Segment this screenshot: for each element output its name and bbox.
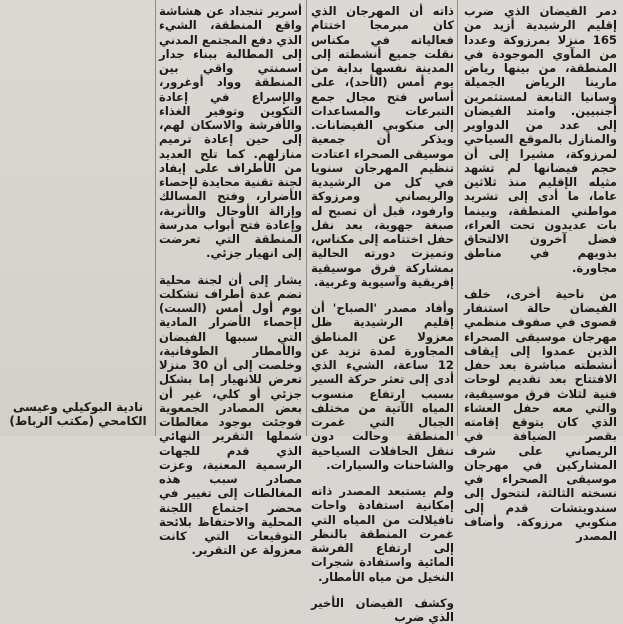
byline-authors: نادية البوكيلي وعيسى: [12, 400, 144, 414]
paragraph: من ناحية أخرى، خلف الفيضان حالة استنفار قصوى في صفوف منظمي مهرجان موسيقى الصحراء الذين عمدوا إلى إيقاف أنشطته مباشرة بعد حفل الافتتاح بعد تقديم لوحات فنية لثلاث فرق موسيقية، والتي معه حفل العشاء الذي كان يتوقع إقامته بقصر الضيافة في الريصاني على شرف المشاركين في مهرجان موسيقى الصحراء في نسخته الثالثة، لتتحول إلى سندويتشات قدم إلى منكوبي مرزوكة. وأضاف المصدر: [464, 286, 617, 543]
paragraph: ولم يستبعد المصدر ذاته إمكانية استفادة واحات تافيلالت من المياه التي غمرت المنطقة بالنظر إلى ارتفاع الفرشة المائية واستفادة شجرات النخيل من مياه الأمطار.: [311, 484, 454, 584]
article-column-2: [311, 4, 454, 624]
article-column-1: [464, 4, 617, 543]
column-divider: [155, 0, 156, 436]
byline: [6, 400, 150, 428]
article-column-3: [159, 4, 303, 558]
column-divider: [457, 0, 458, 436]
paragraph: دمر الفيضان الذي ضرب إقليم الرشيدية أزيد من 165 منزلا بمرزوكة وعددا من المآوي الموجودة في المنطقة، من بينها رياض مارينا الرياض الجميلة وسانيا التابعة لمستثمرين أجنبيين. وامتد الفيضان إلى عدد من الدواوير والمنازل بالموقع السياحي لمرزوكة، مشيرا إلى أن حجم فيضانها لم تشهد مثيله الإقليم منذ ثلاثين عاما، ما أدى إلى تشريد مواطني المنطقة، وبينما بات عديدون تحت العراء، فضل آخرون الالتحاق بذويهم في مناطق مجاورة.: [464, 4, 617, 275]
paragraph: وكشف الفيضان الأخير الذي ضرب: [311, 595, 454, 624]
column-divider: [306, 0, 307, 436]
paragraph: يشار إلى أن لجنة محلية تضم عدة أطراف تشكلت يوم أول أمس (السبت) لإحصاء الأضرار المادية التي سببها الفيضان والأمطار الطوفانية، وخلصت إلى أن 30 منزلا تعرض للانهيار إما بشكل جزئي أو كلي، غير أن بعض المصادر الجمعوية فوجئت بوجود مغالطات شملها التقرير النهائي الذي قدم للجهات الرسمية المعنية، وعزت مصادر سبب هذه المغالطات إلى تغيير في محضر اجتماع اللجنة المحلية والاحتفاظ بلائحة التوقيعات التي كانت معزولة عن التقرير.: [159, 272, 303, 558]
paragraph: ذاته أن المهرجان الذي كان مبرمجا اختتام فعالياته في مكناس نقلت جميع أنشطته إلى المدينة نفسها بداية من يوم أمس (الأحد)، على أساس فتح مجال جمع التبرعات والمساعدات إلى منكوبي الفيضانات. ويذكر أن جمعية موسيقى الصحراء اعتادت تنظيم المهرجان سنويا في كل من الرشيدية والريصاني ومرزوكة وارفود، قبل أن تصبح له صبغة جهوية، بعد نقل حفل اختتامه إلى مكناس، وتميزت دورته الحالية بمشاركة فرق موسيقية إفريقية وآسيوية وغربية.: [311, 4, 454, 289]
paragraph: أسرير تنجداد عن هشاشة واقع المنطقة، الشيء الذي دفع المجتمع المدني إلى المطالبة ببناء جدار اسمنتي واقي بين المنطقة وواد أوغرور، والإسراع في إعادة التكوين وتوفير الغذاء والأفرشة والاسكان لهم، إلى حين إعادة ترميم منازلهم. كما تلح العديد من الأطراف على إيفاد لجنة تقنية محايدة لإحصاء الأضرار، وفتح المسالك وإزالة الأوحال والأتربة، وإعادة فتح أبواب مدرسة المنطقة التي تعرضت إلى انهيار جزئي.: [159, 4, 302, 261]
byline-office: الكامحي (مكتب الرباط): [9, 414, 147, 428]
paragraph: وأفاد مصدر 'الصباح' أن إقليم الرشيدية ظل معزولا عن المناطق المجاورة لمدة تزيد عن 12 ساعة، الشيء الذي أدى إلى تعثر حركة السير بسبب ارتفاع منسوب المياه الآتية من مختلف الجبال التي غمرت المنطقة وحالت دون تنقل الحافلات السياحية والشاحنات والسيارات.: [311, 301, 454, 472]
